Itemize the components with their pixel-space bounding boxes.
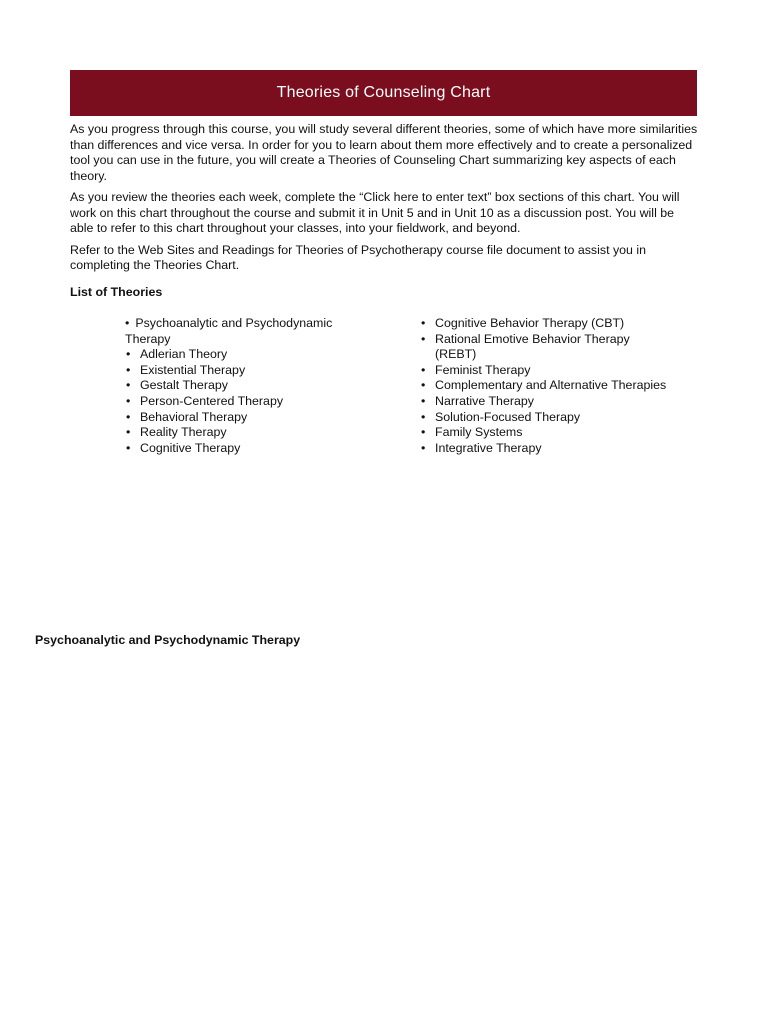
list-item-label: Feminist Therapy — [435, 362, 531, 377]
list-item — [125, 363, 375, 379]
list-item — [125, 410, 375, 426]
theories-list-right — [420, 316, 720, 456]
list-item-label: Behavioral Therapy — [140, 409, 248, 424]
bullet-icon: • — [126, 378, 131, 393]
intro-paragraph: Refer to the Web Sites and Readings for Theories of Psychotherapy course file document to assist you in completing the Theories Chart. — [70, 242, 647, 272]
list-item — [420, 425, 720, 441]
list-of-theories-heading: List of Theories — [70, 285, 163, 299]
list-item-label: Integrative Therapy — [435, 440, 542, 455]
intro-text — [70, 122, 700, 280]
section-heading: Psychoanalytic and Psychodynamic Therapy — [35, 633, 301, 647]
list-item-label: Family Systems — [435, 425, 523, 440]
bullet-icon: • — [126, 347, 131, 362]
bullet-icon: • — [126, 393, 131, 408]
bullet-icon: • — [421, 331, 426, 346]
list-item — [420, 363, 720, 379]
list-item — [420, 332, 665, 363]
list-item — [125, 347, 375, 363]
bullet-icon: • — [421, 393, 426, 408]
bullet-icon: • — [421, 362, 426, 377]
intro-paragraph: As you progress through this course, you will study several different theories, some of which have more similarities than differences and vice versa. In order for you to learn about them more effectively and to create a personalized tool you can use in the future, you will create a Theories of Counseling Chart summarizing key aspects of each theory. — [70, 122, 698, 183]
list-item — [125, 425, 375, 441]
list-item — [125, 441, 375, 457]
title-banner — [70, 70, 697, 116]
list-item — [125, 316, 375, 347]
bullet-icon: • — [126, 362, 131, 377]
list-item-label: Complementary and Alternative Therapies — [435, 378, 667, 393]
bullet-icon: • — [421, 425, 426, 440]
bullet-icon: • — [421, 316, 426, 330]
list-item-label: Adlerian Theory — [140, 347, 228, 362]
page-title: Theories of Counseling Chart — [276, 84, 491, 101]
list-item-label: Rational Emotive Behavior Therapy (REBT) — [435, 331, 630, 362]
list-item-label: Reality Therapy — [140, 425, 227, 440]
bullet-icon: • — [125, 316, 130, 330]
list-item-label: Cognitive Therapy — [140, 440, 241, 455]
bullet-icon: • — [126, 425, 131, 440]
list-item — [420, 378, 720, 394]
list-item — [420, 394, 720, 410]
list-item-label: Cognitive Behavior Therapy (CBT) — [435, 316, 625, 330]
theories-list-left — [125, 316, 375, 456]
intro-paragraph: As you review the theories each week, complete the “Click here to enter text” box sections of this chart. You will work on this chart throughout the course and submit it in Unit 5 and in Unit 10 as a discussion post. You will be able to refer to this chart throughout your classes, into your fieldwork, and beyond. — [70, 190, 680, 235]
bullet-icon: • — [126, 440, 131, 455]
bullet-icon: • — [421, 440, 426, 455]
list-item — [125, 394, 375, 410]
list-item-label: Person-Centered Therapy — [140, 393, 284, 408]
list-item — [125, 378, 375, 394]
list-item-label: Psychoanalytic and Psychodynamic Therapy — [125, 316, 333, 346]
list-item-label: Gestalt Therapy — [140, 378, 228, 393]
bullet-icon: • — [421, 409, 426, 424]
bullet-icon: • — [126, 409, 131, 424]
list-item-label: Narrative Therapy — [435, 393, 534, 408]
list-item — [420, 441, 720, 457]
list-item-label: Solution-Focused Therapy — [435, 409, 581, 424]
list-item — [420, 316, 720, 332]
list-item — [420, 410, 720, 426]
list-item-label: Existential Therapy — [140, 362, 246, 377]
bullet-icon: • — [421, 378, 426, 393]
